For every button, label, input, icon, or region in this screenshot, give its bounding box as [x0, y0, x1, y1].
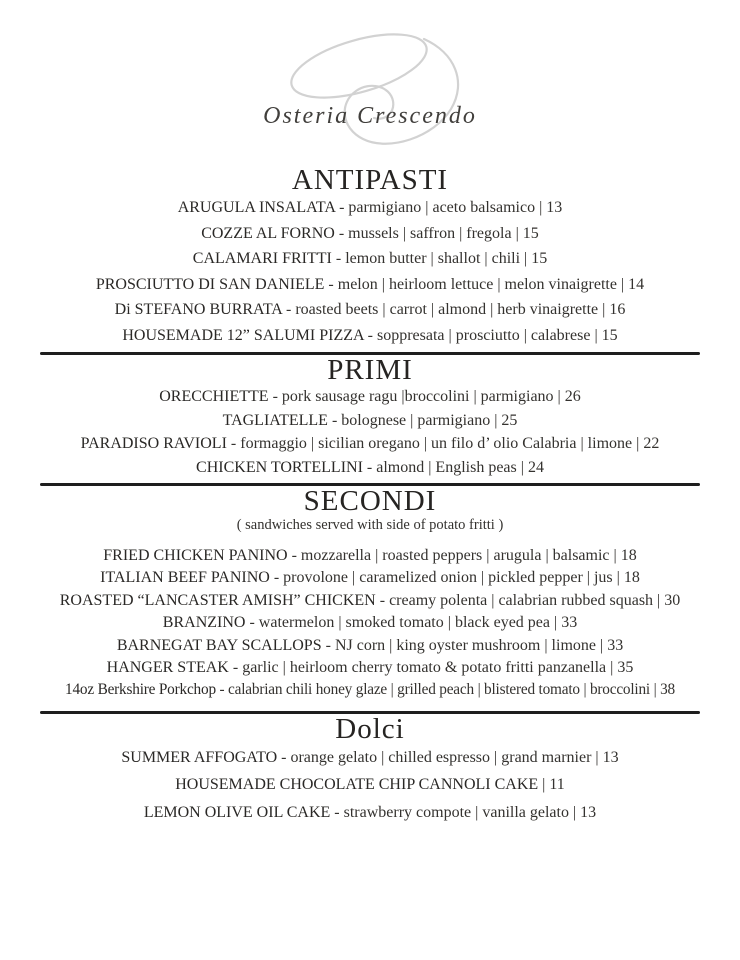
- item-name: HANGER STEAK: [106, 659, 229, 677]
- menu-item: [0, 657, 740, 679]
- item-name: ITALIAN BEEF PANINO: [100, 569, 270, 587]
- menu-item: [0, 545, 740, 567]
- item-detail: - provolone | caramelized onion | pickled pepper | jus | 18: [273, 569, 640, 587]
- item-name: ORECCHIETTE: [159, 388, 269, 405]
- item-name: SUMMER AFFOGATO: [121, 748, 278, 766]
- item-name: 14oz Berkshire Porkchop: [65, 681, 216, 699]
- item-detail: - bolognese | parmigiano | 25: [331, 411, 518, 429]
- item-detail: | 11: [542, 776, 565, 794]
- menu-item: [0, 409, 740, 433]
- secondi-subtitle: ( sandwiches served with side of potato fritti ): [236, 517, 504, 533]
- menu-item: [0, 771, 740, 799]
- section-title-secondi: SECONDI: [303, 485, 437, 517]
- section-title-antipasti: ANTIPASTI: [291, 164, 449, 196]
- item-detail: - pork sausage ragu |broccolini | parmigiano | 26: [272, 388, 581, 405]
- menu-item: [0, 567, 740, 589]
- section-primi: [0, 355, 740, 479]
- item-detail: - creamy polenta | calabrian rubbed squash | 30: [379, 591, 681, 609]
- item-detail: - parmigiano | aceto balsamico | 13: [339, 199, 563, 216]
- item-detail: - lemon butter | shallot | chili | 15: [335, 250, 548, 267]
- item-name: CALAMARI FRITTI: [192, 250, 332, 267]
- menu-item: [0, 195, 740, 221]
- menu-item: [0, 612, 740, 634]
- item-detail: - soppresata | prosciutto | calabrese | 15: [367, 326, 618, 344]
- section-dolci: [0, 714, 740, 827]
- item-name: BRANZINO: [162, 614, 246, 632]
- section-secondi: [0, 486, 740, 702]
- restaurant-logo: [0, 0, 740, 165]
- menu-item: [0, 432, 740, 456]
- menu-item: [0, 272, 740, 298]
- item-name: COZZE AL FORNO: [201, 224, 335, 242]
- item-name: HOUSEMADE CHOCOLATE CHIP CANNOLI CAKE: [175, 776, 539, 794]
- item-name: CHICKEN TORTELLINI: [196, 458, 363, 476]
- item-detail: - watermelon | smoked tomato | black eyed pea | 33: [249, 614, 578, 632]
- item-name: PARADISO RAVIOLI: [80, 435, 227, 452]
- item-name: BARNEGAT BAY SCALLOPS: [116, 636, 322, 654]
- menu-item: [0, 799, 740, 827]
- item-name: HOUSEMADE 12” SALUMI PIZZA: [122, 326, 364, 344]
- logo-wordmark: Osteria Crescendo: [263, 103, 477, 129]
- item-detail: - garlic | heirloom cherry tomato & potato fritti panzanella | 35: [232, 659, 634, 677]
- menu-item: [0, 297, 740, 323]
- item-name: FRIED CHICKEN PANINO: [103, 547, 288, 564]
- item-name: PROSCIUTTO DI SAN DANIELE: [95, 275, 325, 293]
- item-detail: - almond | English peas | 24: [366, 458, 544, 476]
- item-name: Di STEFANO BURRATA: [114, 301, 282, 318]
- menu-item: [0, 679, 740, 701]
- item-name: TAGLIATELLE: [222, 411, 328, 429]
- menu-item: [0, 590, 740, 612]
- crescendo-monogram-icon: [283, 24, 468, 156]
- menu-item: [0, 635, 740, 657]
- section-title-dolci: Dolci: [335, 712, 405, 745]
- item-detail: - roasted beets | carrot | almond | herb vinaigrette | 16: [285, 301, 626, 318]
- menu-item: [0, 246, 740, 272]
- menu-item: [0, 744, 740, 772]
- item-detail: - mozzarella | roasted peppers | arugula | balsamic | 18: [291, 547, 637, 564]
- item-name: ARUGULA INSALATA: [177, 199, 336, 216]
- item-detail: - NJ corn | king oyster mushroom | limone | 33: [325, 636, 624, 654]
- menu-item: [0, 385, 740, 409]
- item-detail: - orange gelato | chilled espresso | grand marnier | 13: [281, 748, 619, 766]
- item-name: ROASTED “LANCASTER AMISH” CHICKEN: [59, 591, 376, 609]
- item-name: LEMON OLIVE OIL CAKE: [143, 803, 331, 821]
- section-title-primi: PRIMI: [327, 354, 413, 386]
- item-detail: - strawberry compote | vanilla gelato | 13: [334, 803, 597, 821]
- section-antipasti: [0, 165, 740, 348]
- item-detail: - formaggio | sicilian oregano | un filo d’ olio Calabria | limone | 22: [230, 435, 660, 452]
- item-detail: - calabrian chili honey glaze | grilled peach | blistered tomato | broccolini | 38: [219, 681, 675, 699]
- menu-item: [0, 456, 740, 480]
- item-detail: - melon | heirloom lettuce | melon vinaigrette | 14: [328, 275, 645, 293]
- menu-item: [0, 221, 740, 247]
- menu-item: [0, 323, 740, 349]
- item-detail: - mussels | saffron | fregola | 15: [338, 224, 539, 242]
